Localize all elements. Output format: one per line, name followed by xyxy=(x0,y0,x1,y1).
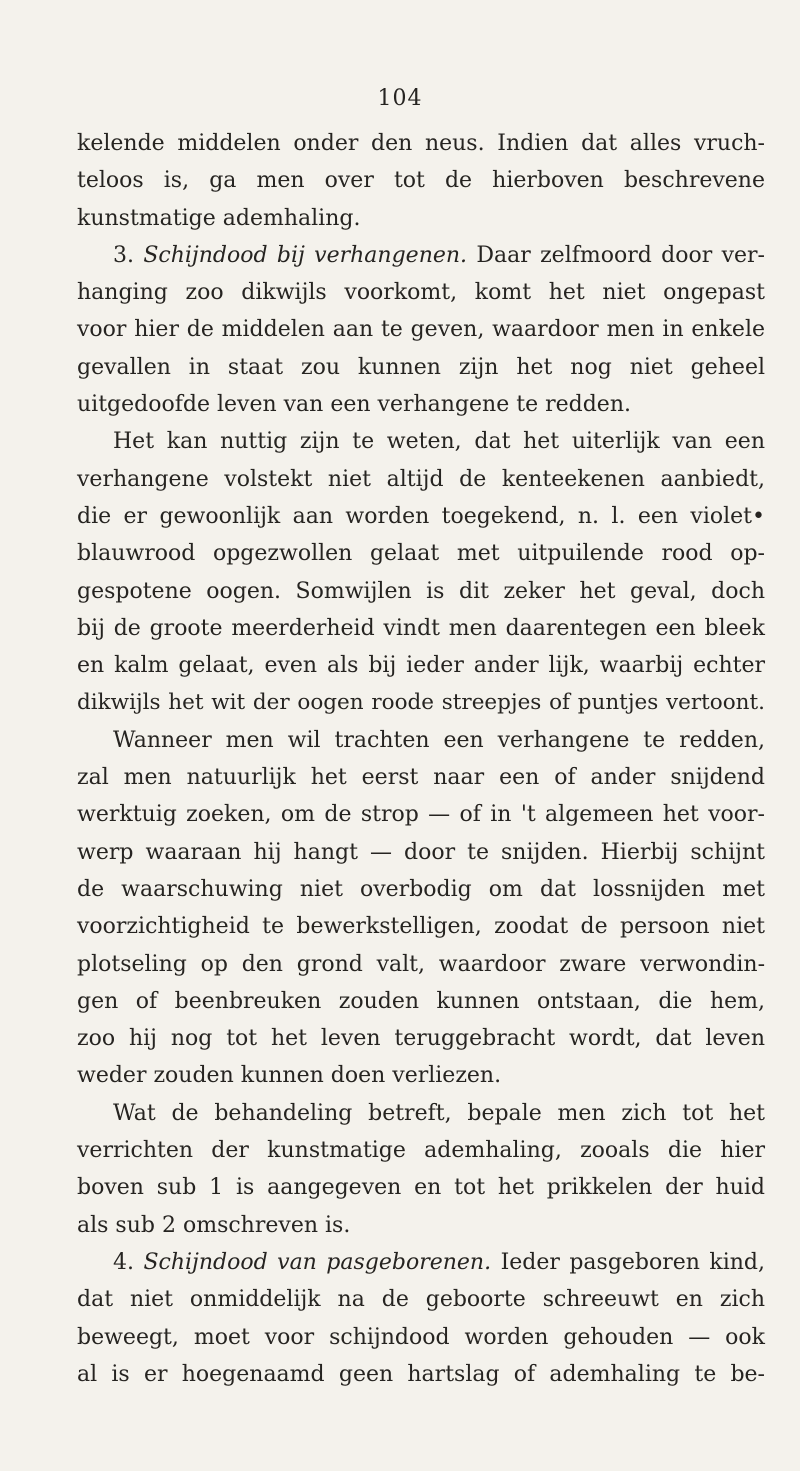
text-line: bij de groote meerderheid vindt men daarentegen een bleek xyxy=(77,615,765,641)
text-line: beweegt, moet voor schijndood worden gehouden — ook xyxy=(77,1324,765,1350)
section-heading-line xyxy=(77,1244,765,1281)
section-number: 3. xyxy=(113,242,134,268)
text-line: Het kan nuttig zijn te weten, dat het uiterlijk van een xyxy=(113,429,765,455)
text-line: kelende middelen onder den neus. Indien dat alles vruch- xyxy=(77,131,765,156)
text-line: al is er hoegenaamd geen hartslag of ademhaling te be- xyxy=(77,1361,765,1387)
text-line: Wanneer men wil trachten een verhangene te redden, xyxy=(113,727,765,753)
text-line: voor hier de middelen aan te geven, waardoor men in enkele xyxy=(77,317,765,343)
body-text xyxy=(77,125,765,1393)
page-number: 104 xyxy=(377,86,423,111)
section-text: Ieder pasgeboren kind, xyxy=(500,1249,766,1275)
text-line: blauwrood opgezwollen gelaat met uitpuilende rood op- xyxy=(77,541,765,567)
section-title: Schijndood van pasgeborenen. xyxy=(143,1249,492,1275)
text-line: gespotene oogen. Somwijlen is dit zeker het geval, doch xyxy=(77,578,765,604)
text-line: weder zouden kunnen doen verliezen. xyxy=(77,1063,502,1089)
text-line: Wat de behandeling betreft, bepale men zich tot het xyxy=(113,1100,765,1126)
section-title: Schijndood bij verhangenen. xyxy=(143,242,468,268)
text-line: werktuig zoeken, om de strop — of in 't algemeen het voor- xyxy=(77,802,765,828)
text-line: hanging zoo dikwijls voorkomt, komt het niet ongepast xyxy=(77,280,765,306)
text-line: teloos is, ga men over tot de hierboven beschrevene xyxy=(77,168,765,194)
text-line: dat niet onmiddelijk na de geboorte schreeuwt en zich xyxy=(77,1287,765,1313)
text-line: als sub 2 omschreven is. xyxy=(77,1212,351,1238)
text-line: verrichten der kunstmatige ademhaling, zooals die hier xyxy=(77,1138,765,1164)
text-line: werp waaraan hij hangt — door te snijden. Hierbij schijnt xyxy=(77,839,765,865)
text-line: de waarschuwing niet overbodig om dat lossnijden met xyxy=(77,876,765,902)
text-line: boven sub 1 is aangegeven en tot het prikkelen der huid xyxy=(77,1175,765,1201)
text-line: zoo hij nog tot het leven teruggebracht wordt, dat leven xyxy=(77,1026,765,1052)
text-line: uitgedoofde leven van een verhangene te redden. xyxy=(77,392,631,418)
text-line: kunstmatige ademhaling. xyxy=(77,205,361,231)
text-line: plotseling op den grond valt, waardoor zware verwondin- xyxy=(77,951,765,977)
section-heading-line xyxy=(77,237,765,274)
text-line: gevallen in staat zou kunnen zijn het nog niet geheel xyxy=(77,354,765,380)
text-line: gen of beenbreuken zouden kunnen ontstaan, die hem, xyxy=(77,988,765,1014)
text-line: voorzichtigheid te bewerkstelligen, zoodat de persoon niet xyxy=(77,914,765,940)
text-line: verhangene volstekt niet altijd de kenteekenen aanbiedt, xyxy=(77,466,765,492)
text-line: zal men natuurlijk het eerst naar een of ander snijdend xyxy=(77,765,765,791)
text-line: en kalm gelaat, even als bij ieder ander lijk, waarbij echter xyxy=(77,653,765,679)
section-number: 4. xyxy=(113,1249,134,1275)
text-line: die er gewoonlijk aan worden toegekend, n. l. een violet• xyxy=(77,503,765,529)
text-line: dikwijls het wit der oogen roode streepjes of puntjes vertoont. xyxy=(77,690,765,716)
section-text: Daar zelfmoord door ver- xyxy=(476,242,765,268)
